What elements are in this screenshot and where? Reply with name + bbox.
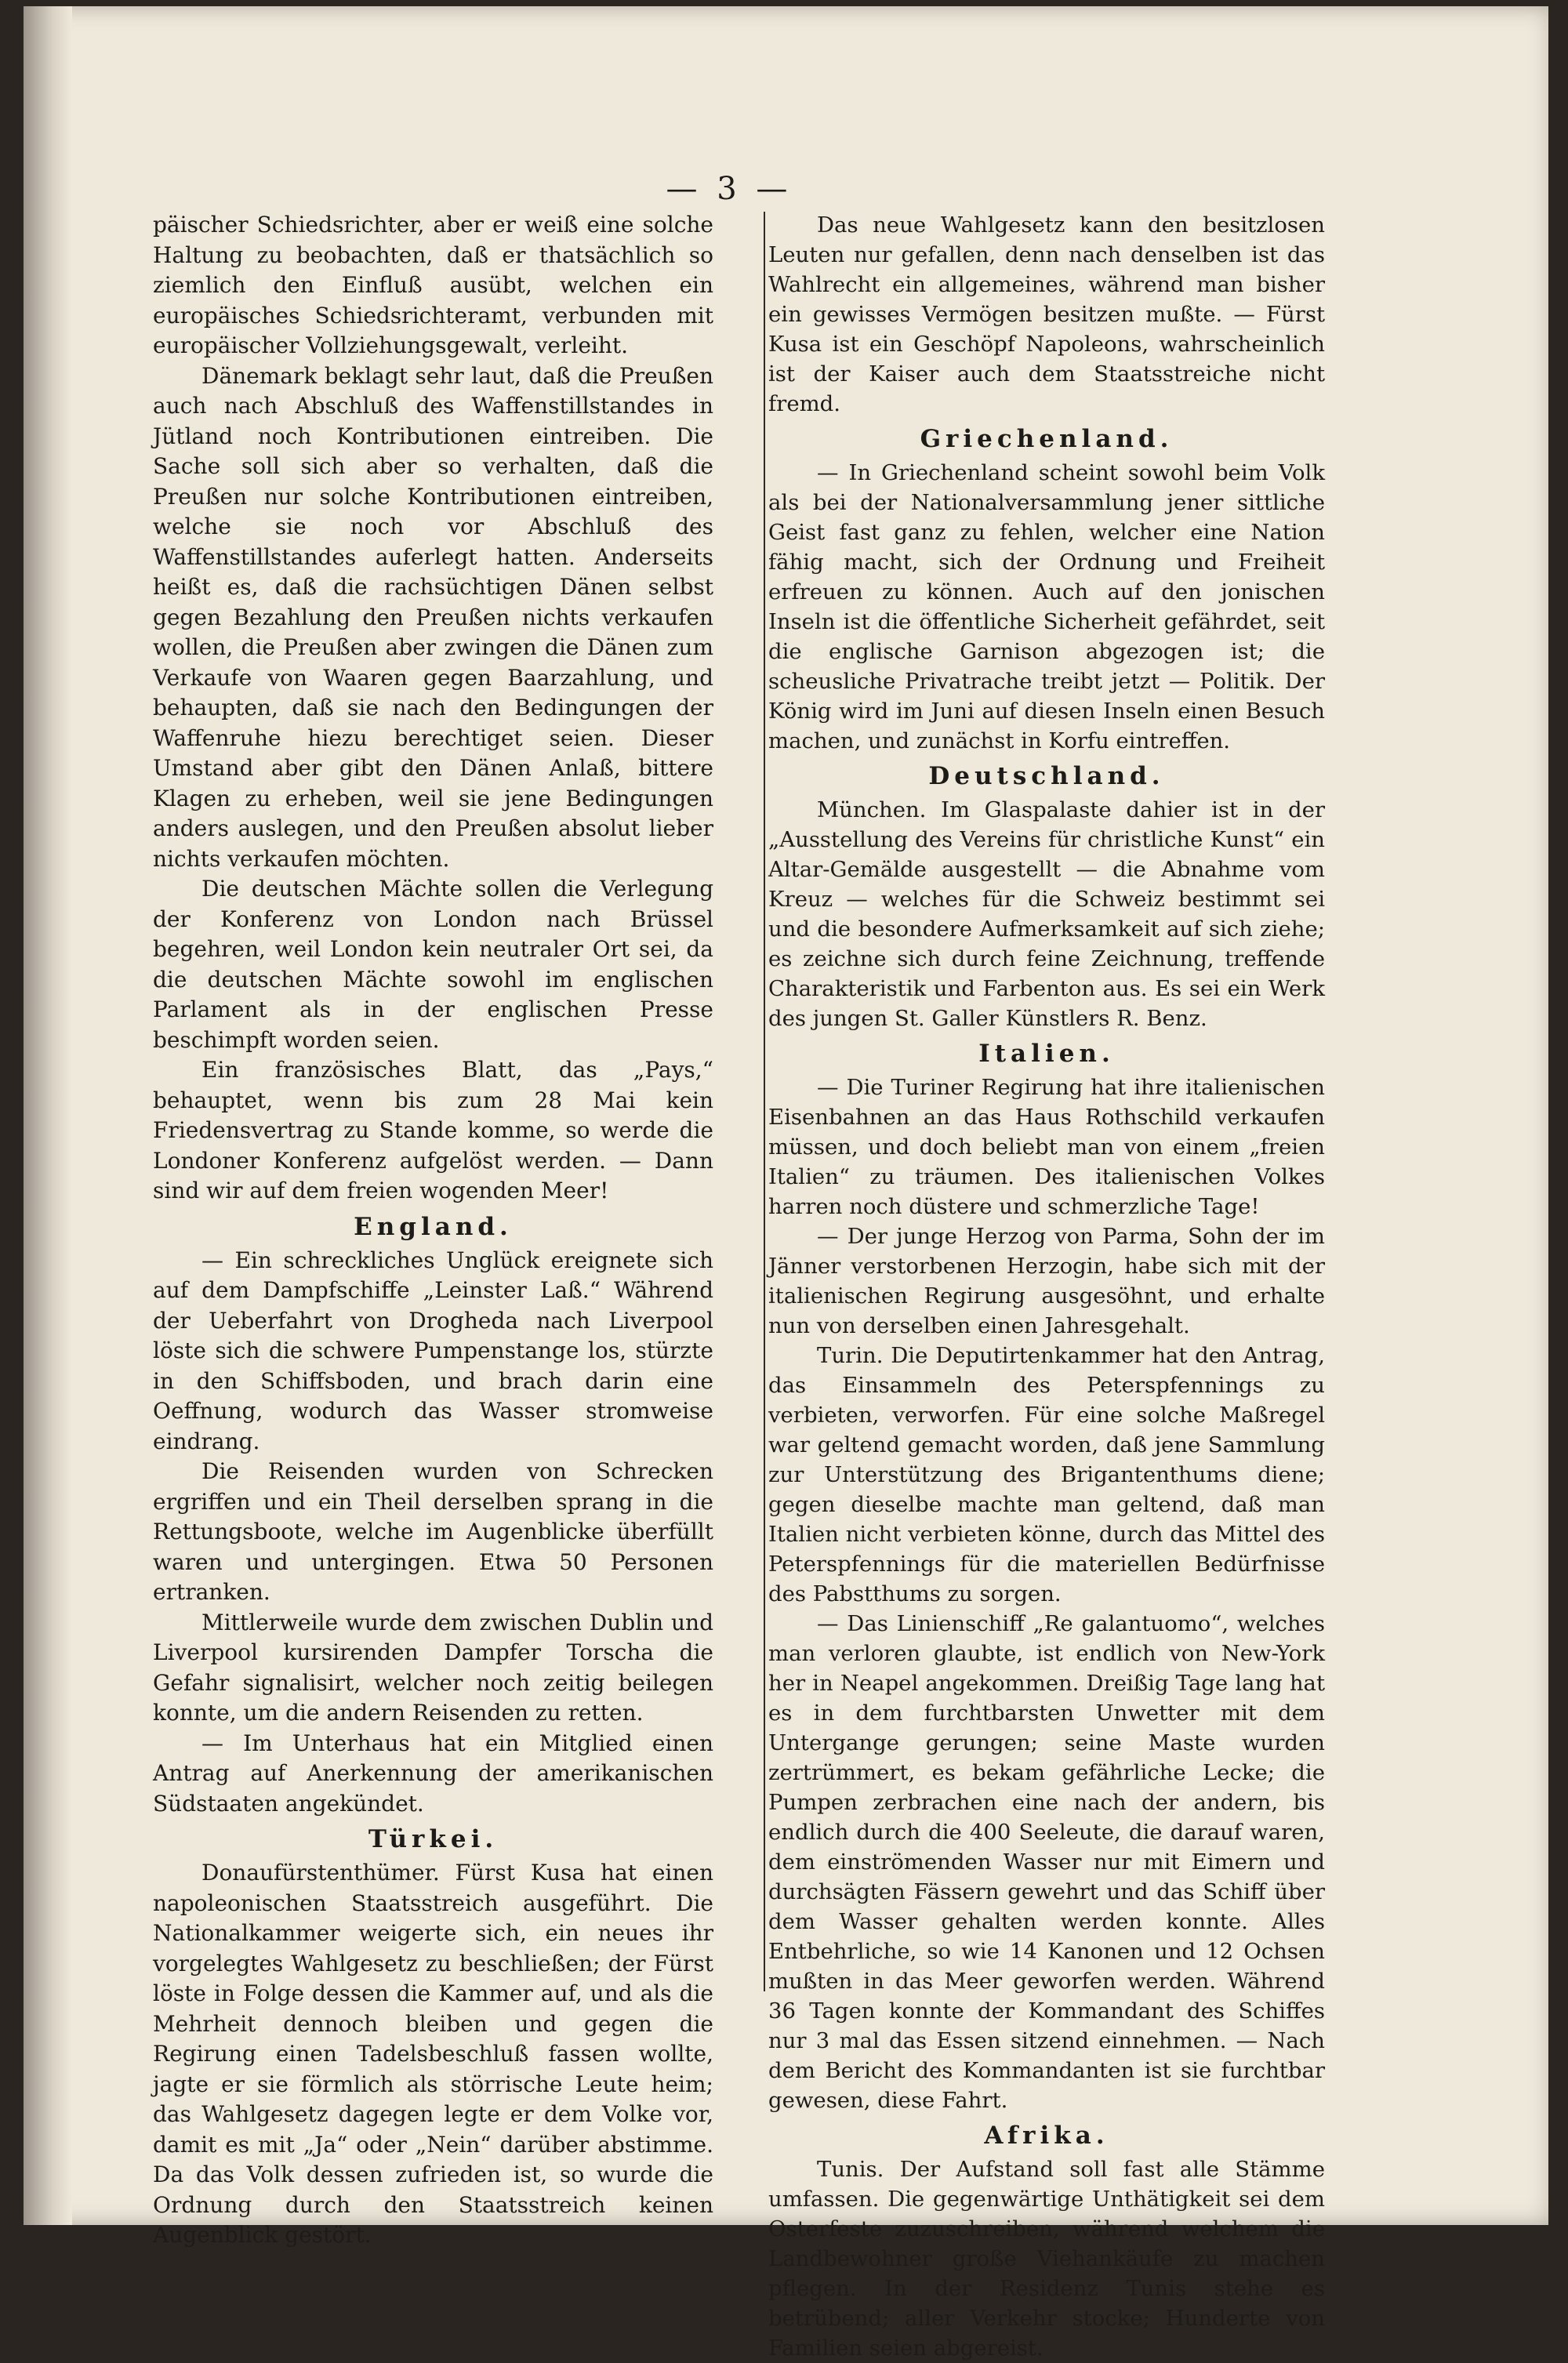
article-paragraph: Turin. Die Deputirtenkammer hat den Antrag, das Einsammeln des Peterspfennings zu verbieten, verworfen. Für eine solche Maßregel war geltend gemacht worden, daß jene Sammlung zur Unterstützung des Brigantenthums diene; gegen dieselbe machte man geltend, daß man Italien nicht verbieten könne, durch das Mittel des Peterspfennings für die materiellen Bedürfnisse des Pabstthums zu sorgen. — [768, 1343, 1325, 1606]
article-paragraph: Donaufürstenthümer. Fürst Kusa hat einen napoleonischen Staatsstreich ausgeführt. Die Nationalkammer weigerte sich, ein neues ihr vorgelegtes Wahlgesetz zu beschließen; der Fürst löste in Folge dessen die Kammer auf, und als die Mehrheit dennoch bleiben und gegen die Regirung einen Tadelsbeschluß fassen wollte, jagte er sie förmlich als störrische Leute heim; das Wahlgesetz dagegen legte er dem Volke vor, damit es mit „Ja“ oder „Nein“ darüber abstimme. Da das Volk dessen zufrieden ist, so wurde die Ordnung durch den Staatsstreich keinen Augenblick gestört. — [153, 1860, 713, 2248]
article-paragraph: Die deutschen Mächte sollen die Verlegung der Konferenz von London nach Brüssel begehren, weil London kein neutraler Ort sei, da die deutschen Mächte sowohl im englischen Parlament als in der englischen Presse beschimpft worden seien. — [153, 876, 713, 1053]
section-heading-deutschland: Deutschland. — [928, 762, 1165, 790]
article-paragraph: — In Griechenland scheint sowohl beim Volk als bei der Nationalversammlung jener sittliche Geist fast ganz zu fehlen, welcher eine Nation fähig macht, sich der Ordnung und Freiheit erfreuen zu können. Auch auf den jonischen Inseln ist die öffentliche Sicherheit gefährdet, seit die englische Garnison abgezogen ist; die scheusliche Privatrache treibt jetzt — Politik. Der König wird im Juni auf diesen Inseln einen Besuch machen, und zunächst in Korfu eintreffen. — [768, 460, 1325, 753]
page-binding-edge — [24, 6, 72, 2225]
column-divider — [764, 212, 765, 1991]
section-heading-griechenland: Griechenland. — [920, 425, 1174, 453]
article-paragraph: Mittlerweile wurde dem zwischen Dublin und Liverpool kursirenden Dampfer Torscha die Gefahr signalisirt, welcher noch zeitig beilegen konnte, um die andern Reisenden zu retten. — [153, 1609, 713, 1726]
article-paragraph: — Ein schreckliches Unglück ereignete sich auf dem Dampfschiffe „Leinster Laß.“ Während der Ueberfahrt von Drogheda nach Liverpool löste sich die schwere Pumpenstange los, stürzte in den Schiffsboden, und brach darin eine Oeffnung, wodurch das Wasser stromweise eindrang. — [153, 1247, 713, 1454]
article-paragraph: Ein französisches Blatt, das „Pays,“ behauptet, wenn bis zum 28 Mai kein Friedensvertrag zu Stande komme, so werde die Londoner Konferenz aufgelöst werden. — Dann sind wir auf dem freien wogenden Meer! — [153, 1057, 713, 1203]
article-paragraph: Die Reisenden wurden von Schrecken ergriffen und ein Theil derselben sprang in die Rettungsboote, welche im Augenblicke überfüllt waren und untergingen. Etwa 50 Personen ertranken. — [153, 1458, 713, 1605]
article-paragraph: — Die Turiner Regirung hat ihre italienischen Eisenbahnen an das Haus Rothschild verkaufen müssen, und doch beliebt man von einem „freien Italien“ zu träumen. Des italienischen Volkes harren noch düstere und schmerzliche Tage! — [768, 1075, 1325, 1219]
article-paragraph: München. Im Glaspalaste dahier ist in der „Ausstellung des Vereins für christliche Kunst“ ein Altar-Gemälde ausgestellt — die Abnahme vom Kreuz — welches für die Schweiz bestimmt sei und die besondere Aufmerksamkeit auf sich ziehe; es zeichne sich durch feine Zeichnung, treffende Charakteristik und Farbenton aus. Es sei ein Werk des jungen St. Galler Künstlers R. Benz. — [768, 797, 1325, 1031]
article-paragraph: — Im Unterhaus hat ein Mitglied einen Antrag auf Anerkennung der amerikanischen Südstaaten angekündet. — [153, 1730, 713, 1817]
section-heading-tuerkei: Türkei. — [368, 1825, 499, 1853]
article-paragraph: Das neue Wahlgesetz kann den besitzlosen Leuten nur gefallen, denn nach denselben ist das Wahlrecht ein allgemeines, während man bisher ein gewisses Vermögen besitzen mußte. — Fürst Kusa ist ein Geschöpf Napoleons, wahrscheinlich ist der Kaiser auch dem Staatsstreiche nicht fremd. — [768, 212, 1325, 416]
article-paragraph: Tunis. Der Aufstand soll fast alle Stämme umfassen. Die gegenwärtige Unthätigkeit sei dem Osterfeste zuzuschreiben, während welchem die Landbewohner große Viehankäufe zu machen pflegen. In der Residenz Tunis stehe es betrübend; aller Verkehr stocke; Hunderte von Familien seien abgereist. — [768, 2157, 1325, 2361]
article-paragraph: — Der junge Herzog von Parma, Sohn der im Jänner verstorbenen Herzogin, habe sich mit der italienischen Regirung ausgesöhnt, und erhalte nun von derselben einen Jahresgehalt. — [768, 1224, 1325, 1338]
right-column — [768, 210, 1325, 2363]
article-paragraph: — Das Linienschiff „Re galantuomo“, welches man verloren glaubte, ist endlich von New-York her in Neapel angekommen. Dreißig Tage lang hat es in dem furchtbarsten Unwetter mit dem Untergange gerungen; seine Maste wurden zertrümmert, es bekam gefährliche Lecke; die Pumpen zerbrachen eine nach der andern, bis endlich durch die 400 Seeleute, die darauf waren, dem einströmenden Wasser nur mit Eimern und durchsägten Fässern gewehrt und das Schiff über dem Wasser gehalten werden konnte. Alles Entbehrliche, so wie 14 Kanonen und 12 Ochsen mußten in das Meer geworfen werden. Während 36 Tagen konnte der Kommandant des Schiffes nur 3 mal das Essen sitzend einnehmen. — Nach dem Bericht des Kommandanten ist sie furchtbar gewesen, diese Fahrt. — [768, 1611, 1325, 2113]
article-paragraph: Dänemark beklagt sehr laut, daß die Preußen auch nach Abschluß des Waffenstillstandes in Jütland noch Kontributionen eintreiben. Die Sache soll sich aber so verhalten, daß die Preußen nur solche Kontributionen eintreiben, welche sie noch vor Abschluß des Waffenstillstandes auferlegt hatten. Anderseits heißt es, daß die rachsüchtigen Dänen selbst gegen Bezahlung den Preußen nichts verkaufen wollen, die Preußen aber zwingen die Dänen zum Verkaufe von Waaren gegen Baarzahlung, und behaupten, daß sie nach den Bedingungen der Waffenruhe hiezu berechtiget seien. Dieser Umstand aber gibt den Dänen Anlaß, bittere Klagen zu erheben, weil sie jene Bedingungen anders auslegen, und den Preußen absolut lieber nichts verkaufen möchten. — [153, 362, 713, 872]
article-paragraph: päischer Schiedsrichter, aber er weiß eine solche Haltung zu beobachten, daß er thatsächlich so ziemlich den Einfluß ausübt, welchen ein europäisches Schiedsrichteramt, verbunden mit europäischer Vollziehungsgewalt, verleiht. — [153, 212, 713, 358]
page-number: — 3 — — [666, 171, 793, 207]
section-heading-afrika: Afrika. — [984, 2122, 1109, 2150]
section-heading-england: England. — [354, 1212, 513, 1241]
left-column — [153, 210, 713, 2251]
section-heading-italien: Italien. — [978, 1040, 1115, 1068]
